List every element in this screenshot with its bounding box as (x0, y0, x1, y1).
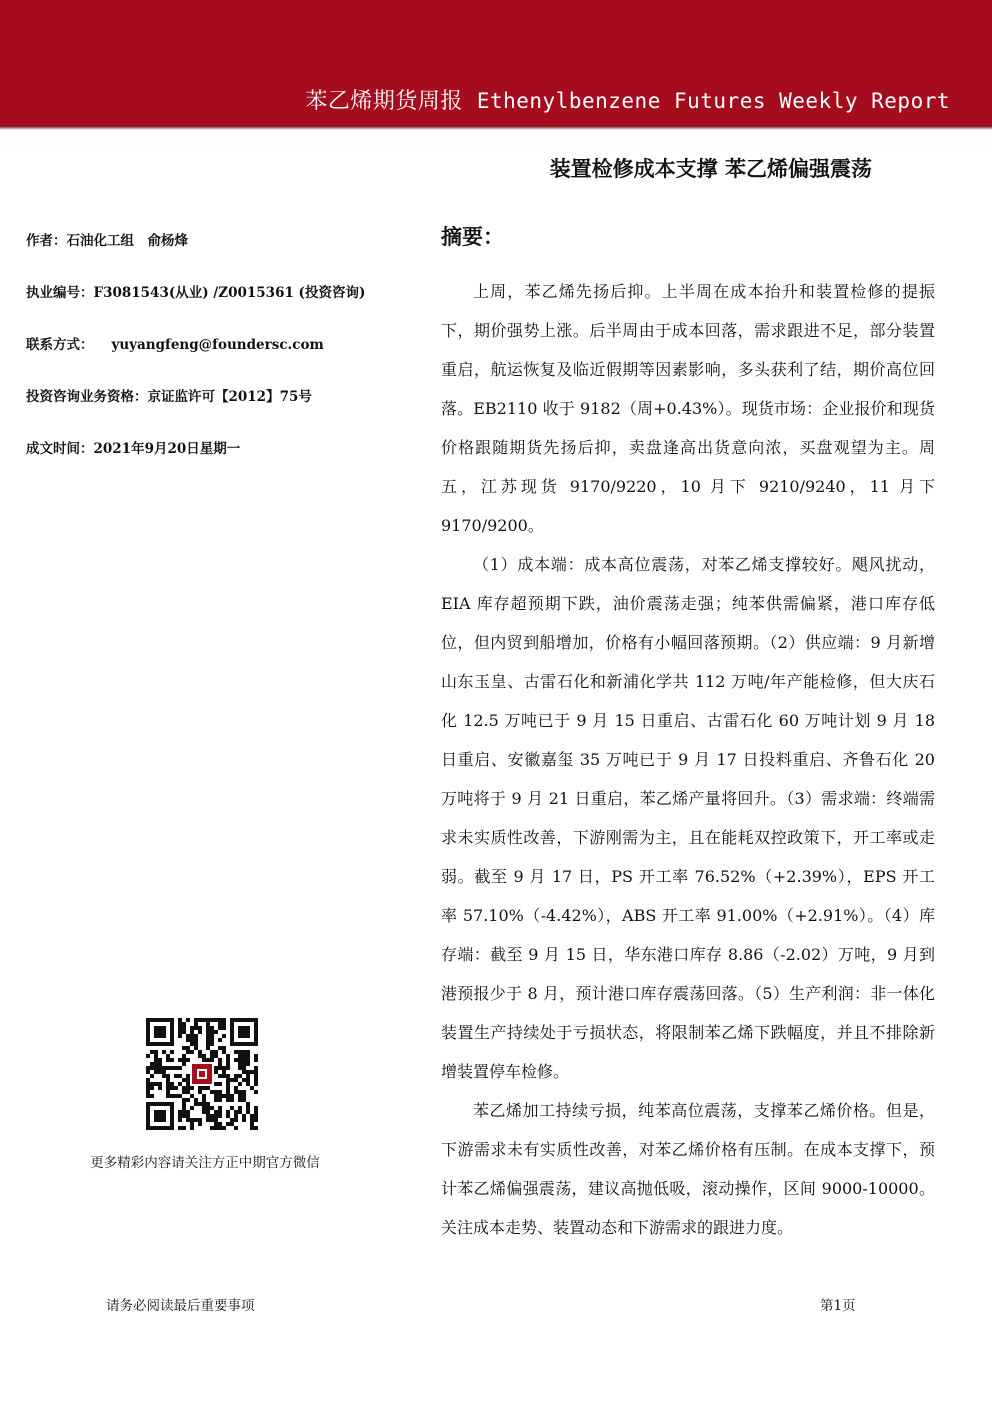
qualification-row (26, 386, 406, 438)
report-title: 装置检修成本支撑 苯乙烯偏强震荡 (549, 156, 872, 181)
author-info (26, 230, 406, 490)
header-title (305, 84, 950, 115)
summary-paragraph: （1）成本端：成本高位震荡，对苯乙烯支撑较好。飓风扰动，EIA 库存超预期下跌，油价震荡走强；纯苯供需偏紧，港口库存低位，但内贸到船增加，价格有小幅回落预期。（2）供应端：9 月新增山东玉皇、古雷石化和新浦化学共 112 万吨/年产能检修，但大庆石化 12.5 万吨已于 9 月 15 日重启、古雷石化 60 万吨计划 9 月 18 日重启、安徽嘉玺 35 万吨已于 9 月 17 日投料重启、齐鲁石化 20 万吨将于 9 月 21 日重启，苯乙烯产量将回升。（3）需求端：终端需求未实质性改善，下游刚需为主，且在能耗双控政策下，开工率或走弱。截至 9 月 17 日，PS 开工率 76.52%（+2.39%），EPS 开工率 57.10%（-4.42%），ABS 开工率 91.00%（+2.91%）。（4）库存端：截至 9 月 15 日，华东港口库存 8.86（-2.02）万吨，9 月到港预报少于 8 月，预计港口库存震荡回落。（5）生产利润：非一体化装置生产持续处于亏损状态，将限制苯乙烯下跌幅度，并且不排除新增装置停车检修。 (441, 555, 935, 1081)
qr-code-graphic (146, 1018, 258, 1130)
footer-notice: 请务必阅读最后重要事项 (106, 1298, 255, 1314)
summary-heading: 摘要： (441, 224, 504, 249)
header-banner (0, 0, 992, 126)
qr-caption: 更多精彩内容请关注方正中期官方微信 (90, 1155, 320, 1171)
author-value: 石油化工组 俞杨烽 (66, 233, 188, 249)
summary-body (441, 272, 935, 1247)
contact-email[interactable]: yuyangfeng@foundersc.com (111, 337, 324, 353)
author-row (26, 230, 406, 282)
header-title-en: Ethenylbenzene Futures Weekly Report (476, 89, 950, 113)
contact-label: 联系方式： (26, 337, 94, 353)
page-number: 第1页 (820, 1298, 856, 1314)
summary-paragraph: 苯乙烯加工持续亏损，纯苯高位震荡，支撑苯乙烯价格。但是，下游需求未有实质性改善，对苯乙烯价格有压制。在成本支撑下，预计苯乙烯偏强震荡，建议高抛低吸，滚动操作，区间 9000-10000。关注成本走势、装置动态和下游需求的跟进力度。 (441, 1101, 935, 1237)
date-label: 成文时间： (26, 441, 94, 457)
qualification-value: 京证监许可【2012】75号 (147, 389, 312, 405)
license-row (26, 282, 406, 334)
summary-paragraph: 上周，苯乙烯先扬后抑。上半周在成本抬升和装置检修的提振下，期价强势上涨。后半周由于成本回落，需求跟进不足，部分装置重启，航运恢复及临近假期等因素影响，多头获利了结，期价高位回落。EB2110 收于 9182（周+0.43%）。现货市场：企业报价和现货价格跟随期货先扬后抑，卖盘逢高出货意向浓，买盘观望为主。周五，江苏现货 9170/9220，10 月下 9210/9240，11 月下 9170/9200。 (441, 282, 935, 535)
license-value: F3081543(从业) /Z0015361 (投资咨询) (93, 285, 366, 301)
date-row (26, 438, 406, 490)
contact-row (26, 334, 406, 386)
date-value: 2021年9月20日星期一 (93, 441, 241, 457)
header-title-cn: 苯乙烯期货周报 (305, 89, 463, 114)
header-divider (0, 126, 992, 130)
license-label: 执业编号： (26, 285, 94, 301)
qualification-label: 投资咨询业务资格： (26, 389, 148, 405)
author-label: 作者： (26, 233, 67, 249)
qr-code-icon (146, 1018, 258, 1130)
